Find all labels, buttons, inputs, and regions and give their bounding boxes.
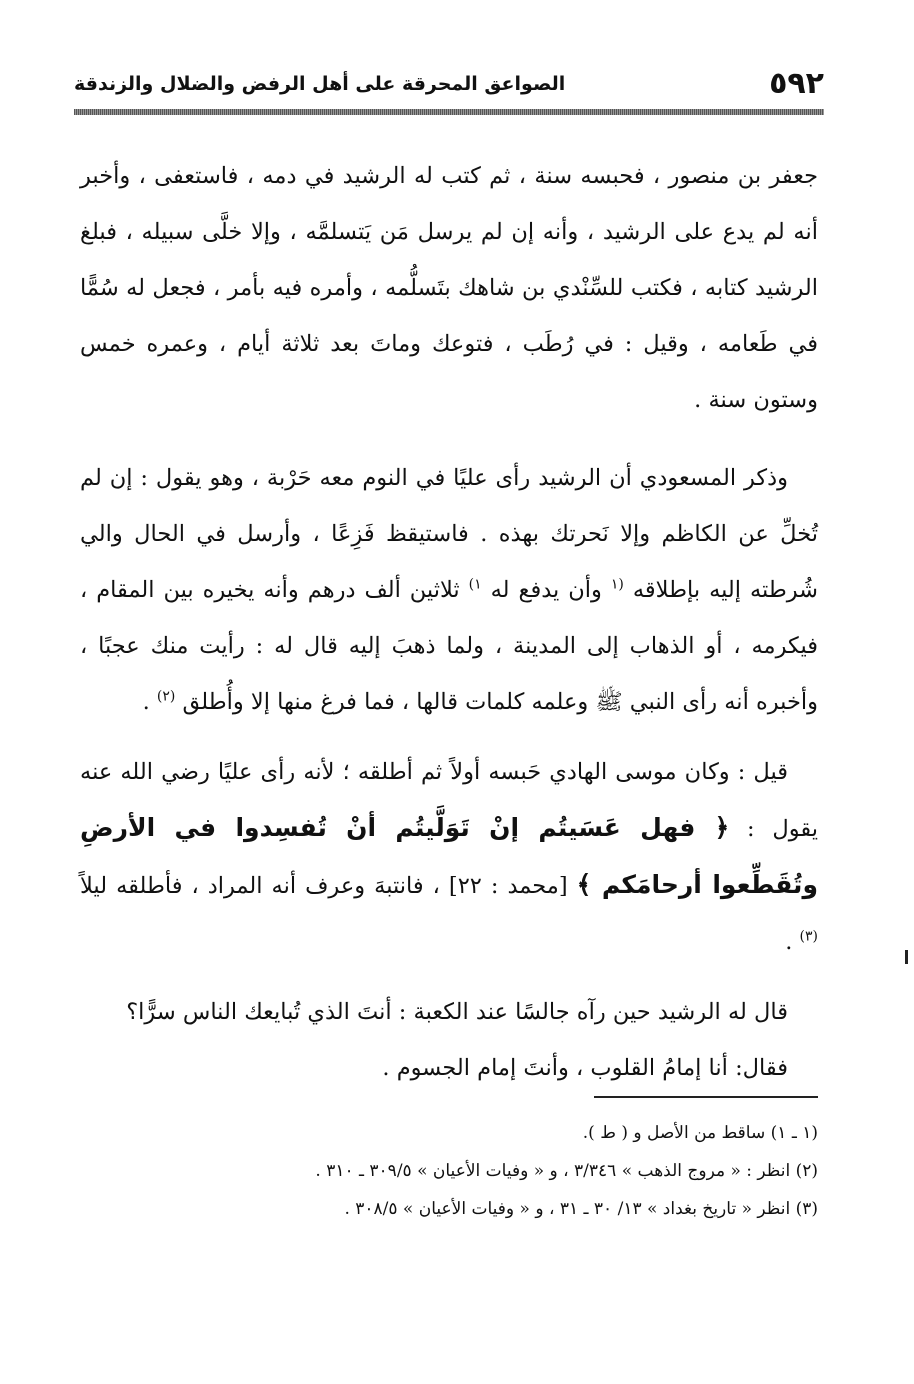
header-divider [74,109,824,115]
paragraph-3-end: . [785,929,793,955]
paragraph-2-part-c: ثلاثين ألف درهم وأنه يخيره بين المقام ، فيكرمه ، أو الذهاب إلى المدينة ، ولما ذهبَ إليه قال له : رأيت منك عجبًا ، وأخبره أنه رأى النبي ﷺ وعلمه كلمات قالها ، فما فرغ منها إلا وأُطلق [80,577,818,715]
page-number: ٥٩٢ [769,66,824,101]
paragraph-1: جعفر بن منصور ، فحبسه سنة ، ثم كتب له الرشيد في دمه ، فاستعفى ، وأخبر أنه لم يدع على الرشيد ، وأنه إن لم يرسل مَن يَتسلمَّه ، وإلا خلَّى سبيله ، فبلغ الرشيد كتابه ، فكتب للسِّنْدي بن شاهك بتَسلُّمه ، وأمره فيه بأمر ، فجعل له سُمًّا في طَعامه ، وقيل : في رُطَب ، فتوعك وماتَ بعد ثلاثة أيام ، وعمره خمس وستون سنة . [80,163,818,413]
paragraph-4-line-1: قال له الرشيد حين رآه جالسًا عند الكعبة : أنتَ الذي تُبايعك الناس سرًّا؟ [126,999,788,1025]
page-header [74,66,824,102]
footnote-ref-2: (٢) [156,688,176,705]
paragraph-2-part-a: وذكر المسعودي أن الرشيد رأى عليًا في النوم معه حَرْبة ، وهو يقول : إن لم تُخلِّ عن الكاظم وإلا نَحرتك بهذه . فاستيقظ فَزِعًا ، وأرسل في الحال والي شُرطته إليه بإطلاقه [80,465,819,603]
quran-quote: ﴿ فهل عَسَيتُم إنْ تَوَلَّيتُم أنْ تُفسِدوا في الأرضِ وتُقَطِّعوا أرحامَكم ﴾ [80,813,818,899]
omission-marker-start: (١ [610,576,624,593]
running-title: الصواعق المحرقة على أهل الرفض والضلال والزندقة [74,73,566,95]
footnotes [80,1114,818,1228]
main-text [80,148,818,1096]
footnote-divider [594,1096,818,1098]
paragraph-2-end: . [142,689,150,715]
footnote-1: (١ ـ ١) ساقط من الأصل و ( ط ). [582,1123,818,1143]
scan-edge-mark [905,950,908,964]
paragraph-4 [80,984,818,1096]
paragraph-2-part-b: وأن يدفع له [490,577,602,603]
paragraph-4-line-2: فقال: أنا إمامُ القلوب ، وأنتَ إمام الجسوم . [382,1055,788,1081]
footnote-2: (٢) انظر : « مروج الذهب » ٣/٣٤٦ ، و « وفيات الأعيان » ٣٠٩/٥ ـ ٣١٠ . [315,1161,818,1181]
footnote-3: (٣) انظر « تاريخ بغداد » ١٣/ ٣٠ ـ ٣١ ، و « وفيات الأعيان » ٣٠٨/٥ . [344,1199,818,1219]
footnote-ref-3: (٣) [799,928,818,945]
paragraph-2 [80,450,818,730]
paragraph-3 [80,744,818,970]
paragraph-3-part-a: قيل : وكان موسى الهادي حَبسه أولاً ثم أطلقه ؛ لأنه رأى عليًا رضي الله عنه يقول : [80,759,818,842]
omission-marker-end: ١) [468,576,482,593]
paragraph-3-part-b: [محمد : ٢٢] ، فانتبهَ وعرف أنه المراد ، فأطلقه ليلاً [80,873,568,899]
